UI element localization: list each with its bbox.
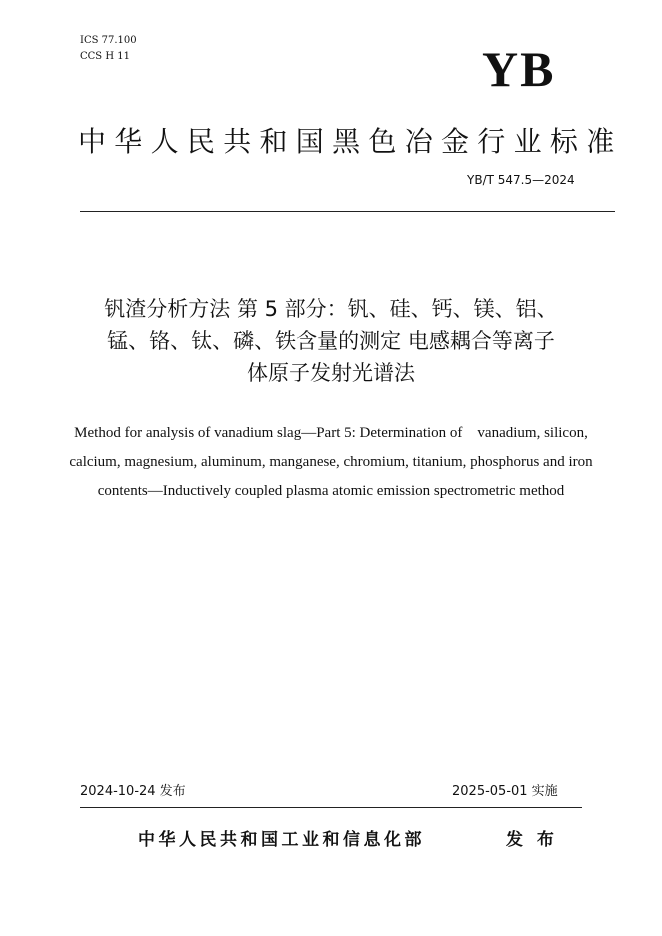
standard-number: YB/T 547.5—2024: [467, 173, 575, 187]
chinese-title-line-1: 钒渣分析方法 第 5 部分：钒、硅、钙、镁、铝、: [104, 297, 558, 321]
issue-label: 发 布: [506, 830, 558, 850]
chinese-title: [0, 293, 662, 389]
english-title-line-1: Method for analysis of vanadium slag—Part 5: Determination of vanadium, silicon,: [74, 425, 588, 441]
ccs-code: CCS H 11: [80, 51, 130, 62]
english-title-line-3: contents—Inductively coupled plasma atomic emission spectrometric method: [97, 483, 565, 499]
header-divider: [80, 211, 615, 212]
footer-divider: [80, 807, 582, 808]
chinese-title-line-3: 体原子发射光谱法: [247, 361, 415, 385]
implementation-date: 2025-05-01 实施: [452, 784, 558, 799]
standard-title: 中华人民共和国黑色冶金行业标准: [78, 125, 623, 158]
english-title: [0, 419, 662, 506]
english-title-line-2: calcium, magnesium, aluminum, manganese, chromium, titanium, phosphorus and iron: [69, 454, 593, 470]
issuing-authority: 中华人民共和国工业和信息化部: [138, 830, 425, 850]
yb-logo: YB: [482, 41, 556, 97]
issue-date: 2024-10-24 发布: [80, 784, 186, 799]
ics-code: ICS 77.100: [80, 35, 137, 46]
chinese-title-line-2: 锰、铬、钛、磷、铁含量的测定 电感耦合等离子: [107, 329, 555, 353]
